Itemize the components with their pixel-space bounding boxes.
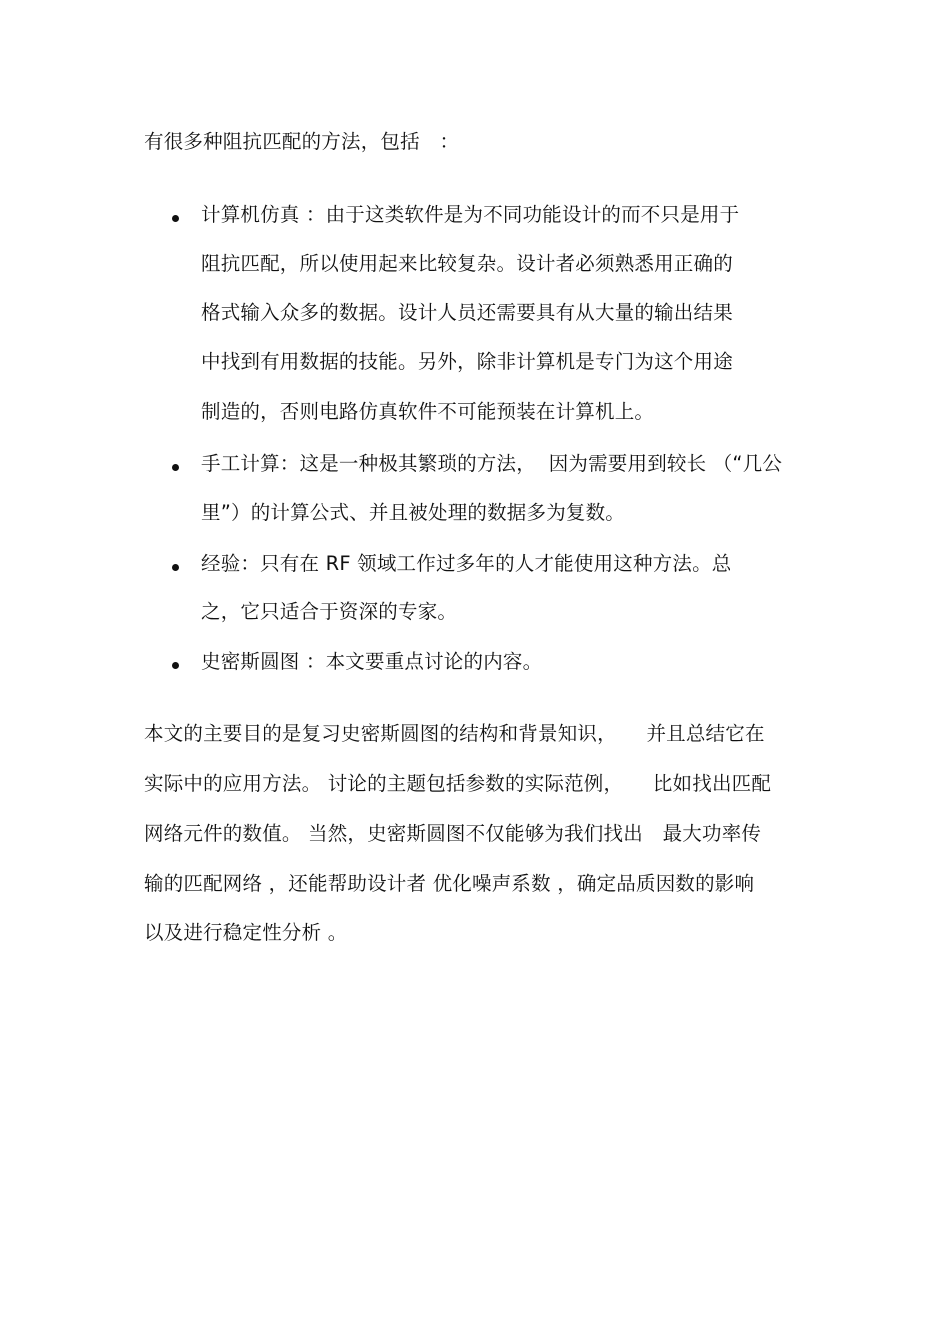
list-item-line: 手工计算：这是一种极其繁琐的方法， 因为需要用到较长 （“几公 xyxy=(201,452,783,475)
list-item-line: 里”）的计算公式、并且被处理的数据多为复数。 xyxy=(201,501,626,524)
bullet-dot xyxy=(172,662,179,669)
summary-line: 网络元件的数值。 当然，史密斯圆图不仅能够为我们找出 最大功率传 xyxy=(144,822,762,845)
list-item-line: 阻抗匹配，所以使用起来比较复杂。设计者必须熟悉用正确的 xyxy=(201,252,733,275)
bullet-dot xyxy=(172,464,179,471)
list-item-line: 中找到有用数据的技能。另外，除非计算机是专门为这个用途 xyxy=(201,350,733,373)
list-item-line: 之，它只适合于资深的专家。 xyxy=(201,600,458,623)
list-item-line: 经验：只有在 RF 领域工作过多年的人才能使用这种方法。总 xyxy=(201,552,732,575)
list-item-line: 格式输入众多的数据。设计人员还需要具有从大量的输出结果 xyxy=(201,301,733,324)
intro-paragraph: 有很多种阻抗匹配的方法，包括 ： xyxy=(144,130,460,153)
bullet-dot xyxy=(172,564,179,571)
list-item-line: 制造的，否则电路仿真软件不可能预装在计算机上。 xyxy=(201,400,655,423)
list-item-line: 计算机仿真 ：由于这类软件是为不同功能设计的而不只是用于 xyxy=(201,203,740,226)
list-item-line: 史密斯圆图 ：本文要重点讨论的内容。 xyxy=(201,650,543,673)
bullet-dot xyxy=(172,215,179,222)
summary-line: 本文的主要目的是复习史密斯圆图的结构和背景知识， 并且总结它在 xyxy=(144,722,765,745)
summary-line: 以及进行稳定性分析 。 xyxy=(144,921,348,944)
summary-line: 输的匹配网络 ，还能帮助设计者 优化噪声系数 ，确定品质因数的影响 xyxy=(144,872,755,895)
summary-line: 实际中的应用方法。 讨论的主题包括参数的实际范例， 比如找出匹配 xyxy=(144,772,772,795)
